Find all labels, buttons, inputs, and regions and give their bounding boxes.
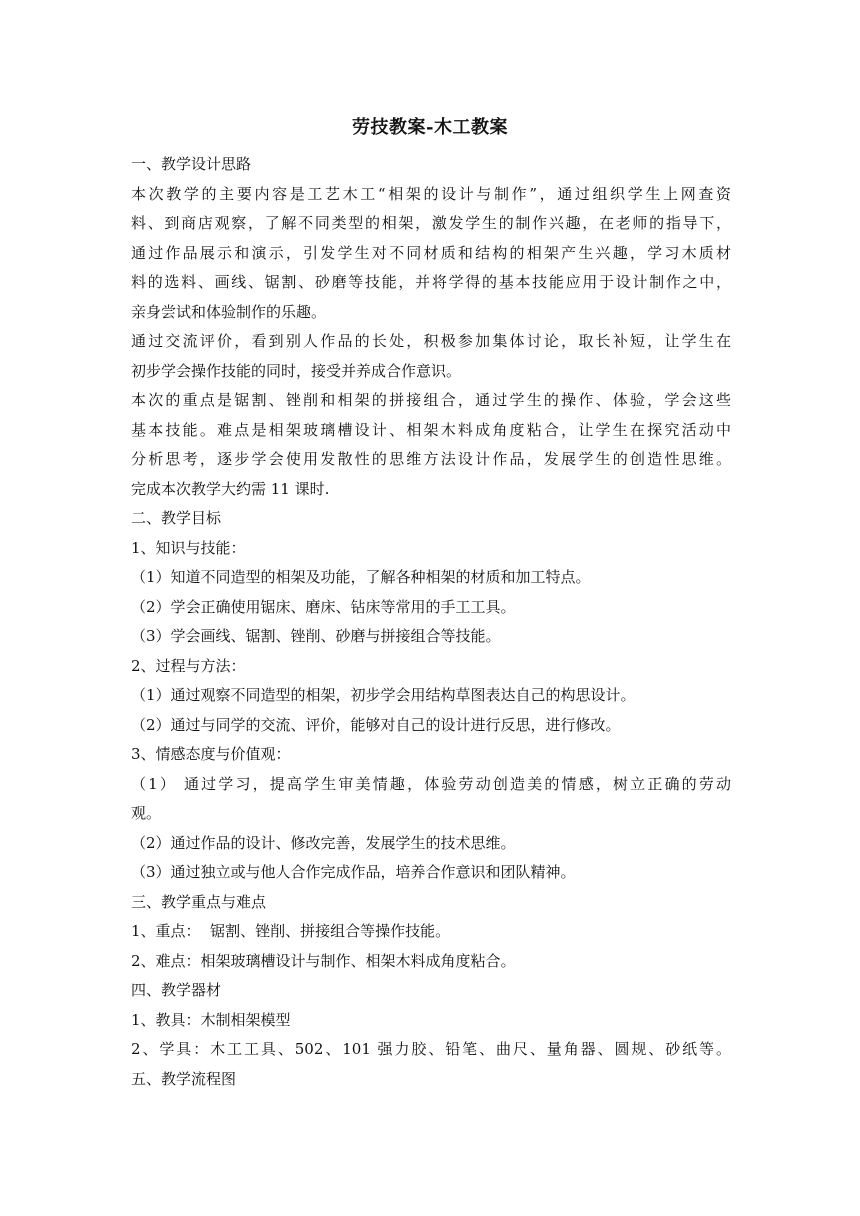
text-line: 1、教具：木制相架模型 bbox=[131, 1010, 291, 1029]
text-line: 观。 bbox=[131, 804, 162, 822]
text-line: 基本技能。难点是相架玻璃槽设计、相架木料成角度粘合，让学生在探究活动中 bbox=[131, 420, 731, 439]
text-line: 1、重点： 锯割、锉削、拼接组合等操作技能。 bbox=[131, 922, 451, 940]
text-line: 三、教学重点与难点 bbox=[131, 892, 267, 911]
text-line: 完成本次教学大约需 11 课时. bbox=[131, 479, 330, 498]
text-line: （1）通过观察不同造型的相架，初步学会用结构草图表达自己的构思设计。 bbox=[131, 686, 636, 704]
text-line: （2）通过与同学的交流、评价，能够对自己的设计进行反思，进行修改。 bbox=[131, 715, 621, 734]
text-line: 3、情感态度与价值观： bbox=[131, 745, 291, 763]
text-line: 一、教学设计思路 bbox=[131, 155, 252, 173]
text-line: 本次教学的主要内容是工艺木工“相架的设计与制作”，通过组织学生上网查资 bbox=[131, 184, 731, 203]
text-line: 通过作品展示和演示，引发学生对不同材质和结构的相架产生兴趣，学习木质材 bbox=[131, 243, 731, 262]
text-line: （1）知道不同造型的相架及功能，了解各种相架的材质和加工特点。 bbox=[131, 568, 591, 586]
text-line: 亲身尝试和体验制作的乐趣。 bbox=[131, 302, 327, 321]
text-line: 分析思考，逐步学会使用发散性的思维方法设计作品，发展学生的创造性思维。 bbox=[131, 450, 731, 468]
document-title: 劳技教案-木工教案 bbox=[352, 117, 508, 138]
text-line: 2、学具：木工工具、502、101 强力胶、铅笔、曲尺、量角器、圆规、砂纸等。 bbox=[131, 1040, 731, 1058]
document-body bbox=[131, 150, 731, 1094]
text-line: 五、教学流程图 bbox=[131, 1069, 237, 1088]
text-line: 2、难点：相架玻璃槽设计与制作、相架木料成角度粘合。 bbox=[131, 951, 516, 970]
text-line: （3）通过独立或与他人合作完成作品，培养合作意识和团队精神。 bbox=[131, 863, 576, 881]
text-line: （2）通过作品的设计、修改完善，发展学生的技术思维。 bbox=[131, 833, 516, 852]
text-line: 料、到商店观察，了解不同类型的相架，激发学生的制作兴趣，在老师的指导下， bbox=[131, 214, 731, 232]
text-line: 本次的重点是锯割、锉削和相架的拼接组合，通过学生的操作、体验，学会这些 bbox=[131, 391, 731, 409]
text-line: 四、教学器材 bbox=[131, 981, 222, 999]
text-line: 通过交流评价，看到别人作品的长处，积极参加集体讨论，取长补短，让学生在 bbox=[131, 332, 731, 350]
text-line: （1） 通过学习，提高学生审美情趣，体验劳动创造美的情感，树立正确的劳动 bbox=[131, 774, 731, 793]
text-line: 二、教学目标 bbox=[131, 509, 222, 527]
text-line: 1、知识与技能： bbox=[131, 538, 246, 557]
text-line: 2、过程与方法： bbox=[131, 656, 246, 675]
text-line: 初步学会操作技能的同时，接受并养成合作意识。 bbox=[131, 361, 462, 380]
text-line: （3）学会画线、锯割、锉削、砂磨与拼接组合等技能。 bbox=[131, 627, 501, 645]
text-line: 料的选料、画线、锯割、砂磨等技能，并将学得的基本技能应用于设计制作之中， bbox=[131, 273, 731, 291]
text-line: （2）学会正确使用锯床、磨床、钻床等常用的手工工具。 bbox=[131, 597, 516, 616]
